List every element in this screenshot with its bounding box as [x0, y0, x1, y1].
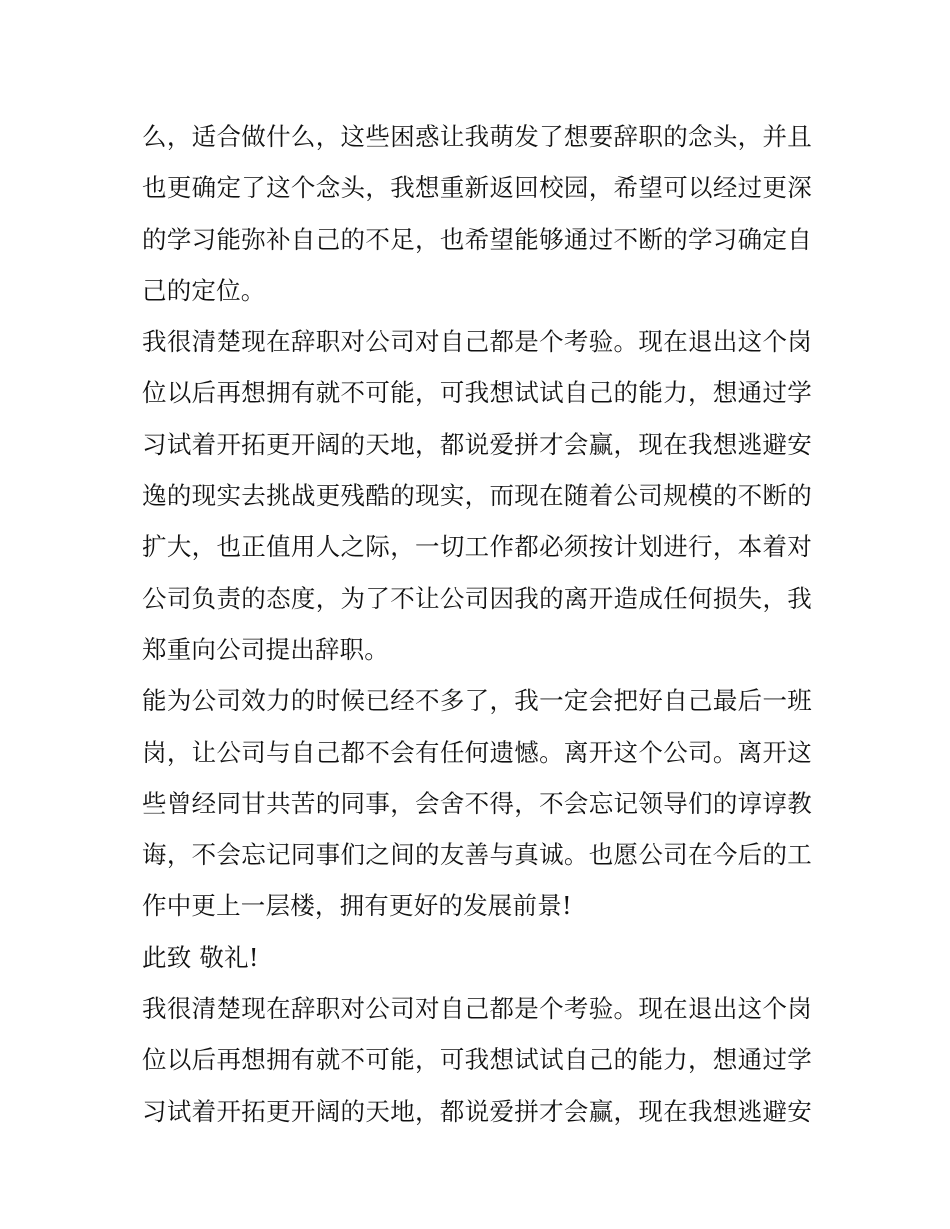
text-line: 扩大，也正值用人之际，一切工作都必须按计划进行，本着对 — [142, 532, 812, 562]
text-line: 郑重向公司提出辞职。 — [142, 634, 389, 664]
text-line: 我很清楚现在辞职对公司对自己都是个考验。现在退出这个岗 — [142, 327, 812, 357]
text-line: 诲，不会忘记同事们之间的友善与真诚。也愿公司在今后的工 — [142, 840, 812, 870]
text-line: 岗，让公司与自己都不会有任何遗憾。离开这个公司。离开这 — [142, 737, 812, 767]
text-line: 位以后再想拥有就不可能，可我想试试自己的能力，想通过学 — [142, 378, 812, 408]
text-line: 公司负责的态度，为了不让公司因我的离开造成任何损失，我 — [142, 583, 812, 613]
text-line: 的学习能弥补自己的不足，也希望能够通过不断的学习确定自 — [142, 224, 812, 254]
body-text — [142, 111, 812, 1137]
text-line: 位以后再想拥有就不可能，可我想试试自己的能力，想通过学 — [142, 1045, 812, 1075]
text-line: 么，适合做什么，这些困惑让我萌发了想要辞职的念头，并且 — [142, 122, 812, 151]
text-line: 习试着开拓更开阔的天地，都说爱拼才会赢，现在我想逃避安 — [142, 1096, 812, 1126]
text-line: 些曾经同甘共苦的同事，会舍不得，不会忘记领导们的谆谆教 — [142, 788, 812, 818]
text-line: 己的定位。 — [142, 275, 266, 305]
text-line: 我很清楚现在辞职对公司对自己都是个考验。现在退出这个岗 — [142, 994, 812, 1024]
text-line: 逸的现实去挑战更残酷的现实，而现在随着公司规模的不断的 — [142, 481, 812, 511]
text-line: 此致 敬礼! — [142, 942, 259, 972]
text-line: 习试着开拓更开阔的天地，都说爱拼才会赢，现在我想逃避安 — [142, 429, 812, 459]
text-line: 也更确定了这个念头，我想重新返回校园，希望可以经过更深 — [142, 173, 812, 203]
text-line: 能为公司效力的时候已经不多了，我一定会把好自己最后一班 — [142, 686, 812, 716]
text-line: 作中更上一层楼，拥有更好的发展前景! — [142, 891, 572, 921]
